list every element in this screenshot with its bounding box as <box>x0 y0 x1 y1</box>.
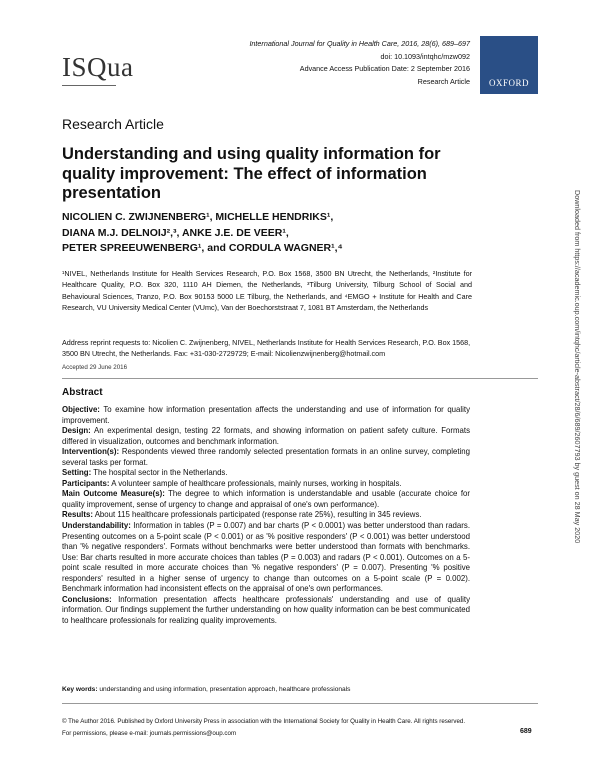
header-article-type: Research Article <box>417 76 470 86</box>
section-text: A volunteer sample of healthcare professionals, mainly nurses, working in hospitals. <box>109 478 402 488</box>
section-label: Intervention(s): <box>62 447 120 457</box>
keywords-text: understanding and using information, presentation approach, healthcare professionals <box>97 686 351 693</box>
oxford-logo: OXFORD <box>480 36 538 94</box>
section-text: About 115 healthcare professionals participated (response rate 25%), resulting in 345 reviews. <box>92 510 422 520</box>
journal-citation: International Journal for Quality in Health Care, 2016, 28(6), 689–697 <box>249 39 470 48</box>
affiliations: ¹NIVEL, Netherlands Institute for Health Services Research, P.O. Box 1568, 3500 BN Utrecht, the Netherlands, ²Institute for Healthcare Quality, P.O. Box 320, 1110 AH Diemen, the Netherlands, ³Tilburg University, Tilburg School of Social and Behavioural Sciences, Tranzo, P.O. Box 90153 5000 LE Tilburg, the Netherlands, and ⁴EMGO + Institute for Health and Care Research, VU University Medical Center (VUmc), Van der Boechorststraat 7, 1081 BT Amsterdam, the Netherlands <box>62 269 472 313</box>
reprint-address: Address reprint requests to: Nicolien C. Zwijnenberg, NIVEL, Netherlands Institute for Health Services Research, P.O. Box 1568, 3500 BN Utrecht, the Netherlands. Fax: +31-030-2729729; E-mail: Nicolienzwijnenberg@hotmail.com <box>62 338 471 359</box>
abstract-section <box>62 468 470 479</box>
advance-access-date: Advance Access Publication Date: 2 September 2016 <box>299 64 470 73</box>
section-label: Conclusions: <box>62 594 112 604</box>
article-type: Research Article <box>62 116 164 132</box>
abstract-section <box>62 479 470 490</box>
permissions-notice[interactable]: For permissions, please e-mail: journals.permissions@oup.com <box>62 730 237 737</box>
download-sidebar <box>570 190 584 590</box>
accepted-date: Accepted 29 June 2016 <box>62 364 128 371</box>
isqua-logo: ISQua <box>62 52 134 82</box>
footer-divider <box>62 703 538 704</box>
section-label: Results: <box>62 510 93 520</box>
abstract-section <box>62 595 470 627</box>
section-text: Respondents viewed three randomly selected presentation formats in an online survey, completing several tasks per format. <box>62 447 470 467</box>
author-line: NICOLIEN C. ZWIJNENBERG¹, MICHELLE HENDRIKS¹, <box>62 211 334 223</box>
abstract-body <box>62 405 470 626</box>
keywords <box>62 686 350 693</box>
copyright-notice: © The Author 2016. Published by Oxford University Press in association with the International Society for Quality in Health Care. All rights reserved. <box>62 718 466 725</box>
footer <box>62 716 465 740</box>
author-line: DIANA M.J. DELNOIJ²,³, ANKE J.E. DE VEER¹, <box>62 226 289 239</box>
section-label: Understandability: <box>62 521 131 531</box>
abstract-section <box>62 510 470 521</box>
section-text: An experimental design, testing 22 formats, and showing information on patient safety culture. Formats differed in visualization, outcomes and benchmark information. <box>62 426 470 446</box>
doi-link[interactable]: doi: 10.1093/intqhc/mzw092 <box>380 51 470 61</box>
section-text: Information in tables (P = 0.007) and bar charts (P < 0.0001) was better understood than radars. Presenting outcomes on a 5-point scale (P < 0.001) or as '% positive responders' (P < 0.001) was better understood than '% negative responders'. Formats without benchmarks were better understood than formats with benchmarks. Use: Bar charts resulted in more accurate choices than tables (P = 0.003) and radars (P < 0.001). Outcomes on a 5-point scale resulted in more accurate choices than '% negative responders' (P = 0.007). Presenting '% positive responders' resulted in a higher sense of urgency to change than outcomes on a 5-point scale (P = 0.002). Benchmark information had inconsistent effects on the appraisal of one's own performances. <box>62 521 470 594</box>
article-title: Understanding and using quality information for quality improvement: The effect of information presentation <box>62 145 441 202</box>
author-list <box>62 210 482 257</box>
abstract-section <box>62 405 470 426</box>
author-line: PETER SPREEUWENBERG¹, and CORDULA WAGNER¹,⁴ <box>62 242 343 254</box>
divider <box>62 378 538 379</box>
journal-header <box>249 38 470 88</box>
abstract-section <box>62 447 470 468</box>
section-label: Objective: <box>62 405 100 414</box>
section-text: The degree to which information is understandable and usable (accurate choice for quality improvement, sense of urgency to change and appraisal of one's own performance). <box>62 489 470 509</box>
download-notice[interactable]: Downloaded from https://academic.oup.com/intqhc/article-abstract/28/6/689/2607793 by guest on 28 May 2020 <box>573 190 582 544</box>
page-number: 689 <box>520 728 532 735</box>
logo-underline <box>62 85 116 86</box>
section-text: The hospital sector in the Netherlands. <box>91 468 228 478</box>
section-text: To examine how information presentation affects the understanding and use of information for quality improvement. <box>62 405 470 425</box>
section-label: Main Outcome Measure(s): <box>62 489 165 499</box>
abstract-section <box>62 489 470 510</box>
keywords-label: Key words: <box>62 686 98 693</box>
section-label: Design: <box>62 426 91 436</box>
section-label: Setting: <box>62 468 92 478</box>
abstract-section <box>62 426 470 447</box>
section-text: Information presentation affects healthcare professionals' understanding and use of quality information. Our findings supplement the further understanding on how quality information can be best communicated to healthcare professionals for realizing quality improvements. <box>62 594 470 625</box>
abstract-section <box>62 521 470 595</box>
abstract-heading: Abstract <box>62 387 103 398</box>
section-label: Participants: <box>62 478 110 488</box>
